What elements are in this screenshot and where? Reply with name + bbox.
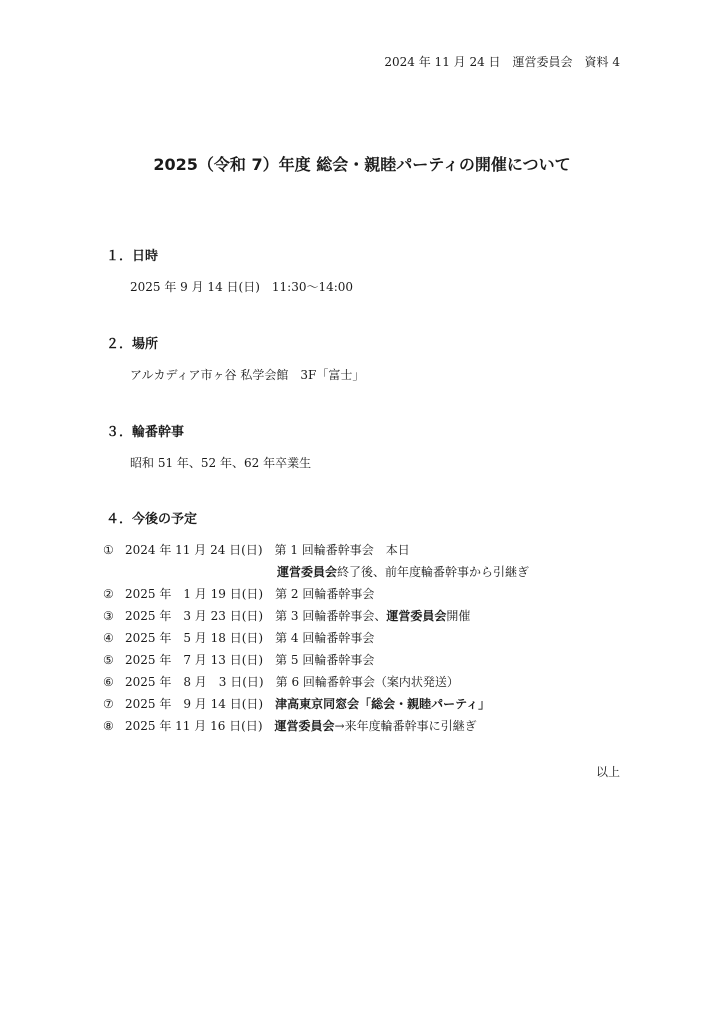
schedule-item [103,717,477,734]
item-number: ③ [103,609,114,623]
item-number: ⑥ [103,675,114,689]
schedule-item [103,607,470,624]
item-number: ⑦ [103,697,114,711]
item-date: 2024 年 11 月 24 日(日) [125,543,263,557]
schedule-item [103,651,374,668]
item-number: ⑤ [103,653,114,667]
item-number: ② [103,587,114,601]
document-header: 2024 年 11 月 24 日 運営委員会 資料 4 [384,55,620,69]
item-date: 2025 年 1 月 19 日(日) [125,587,264,601]
schedule-item [103,585,374,602]
item-text: 第 6 回輪番幹事会（案内状発送） [275,675,459,689]
item-text: 第 4 回輪番幹事会 [275,631,375,645]
section-body-datetime: 2025 年 9 月 14 日(日) 11:30〜14:00 [130,280,354,294]
item-text-after: 終了後、前年度輪番幹事から引継ぎ [337,565,530,579]
schedule-item-continuation [277,563,529,580]
closing-text: 以上 [595,765,620,779]
item-text-after: →来年度輪番幹事に引継ぎ [334,719,477,733]
item-number: ④ [103,631,114,645]
section-heading-datetime: １．日時 [106,249,159,264]
item-date: 2025 年 3 月 23 日(日) [125,609,264,623]
section-heading-venue: ２．場所 [106,337,159,352]
item-date: 2025 年 8 月 3 日(日) [125,675,264,689]
item-text: 第 5 回輪番幹事会 [275,653,375,667]
item-number: ① [103,543,114,557]
schedule-item [103,695,490,712]
section-body-organizers: 昭和 51 年、52 年、62 年卒業生 [130,456,312,470]
document-title: 2025（令和 7）年度 総会・親睦パーティの開催について [153,155,571,174]
item-text-bold: 津高東京同窓会「総会・親睦パーティ」 [275,697,491,711]
item-date: 2025 年 9 月 14 日(日) [125,697,264,711]
item-date: 2025 年 5 月 18 日(日) [125,631,264,645]
item-text-after: 開催 [446,609,471,623]
item-text: 第 2 回輪番幹事会 [275,587,375,601]
section-heading-schedule: ４．今後の予定 [106,512,198,527]
item-text-bold: 運営委員会 [386,609,447,623]
schedule-item [103,629,374,646]
item-text: 第 1 回輪番幹事会 本日 [274,543,410,557]
section-heading-organizers: ３．輪番幹事 [106,425,185,440]
item-number: ⑧ [103,719,114,733]
item-text-bold: 運営委員会 [274,719,335,733]
schedule-item [103,673,459,690]
item-text: 第 3 回輪番幹事会、 [275,609,387,623]
item-text-bold: 運営委員会 [277,565,338,579]
schedule-item [103,541,410,558]
item-date: 2025 年 11 月 16 日(日) [125,719,263,733]
section-body-venue: アルカディア市ヶ谷 私学会館 3F「富士」 [130,368,365,382]
item-date: 2025 年 7 月 13 日(日) [125,653,264,667]
